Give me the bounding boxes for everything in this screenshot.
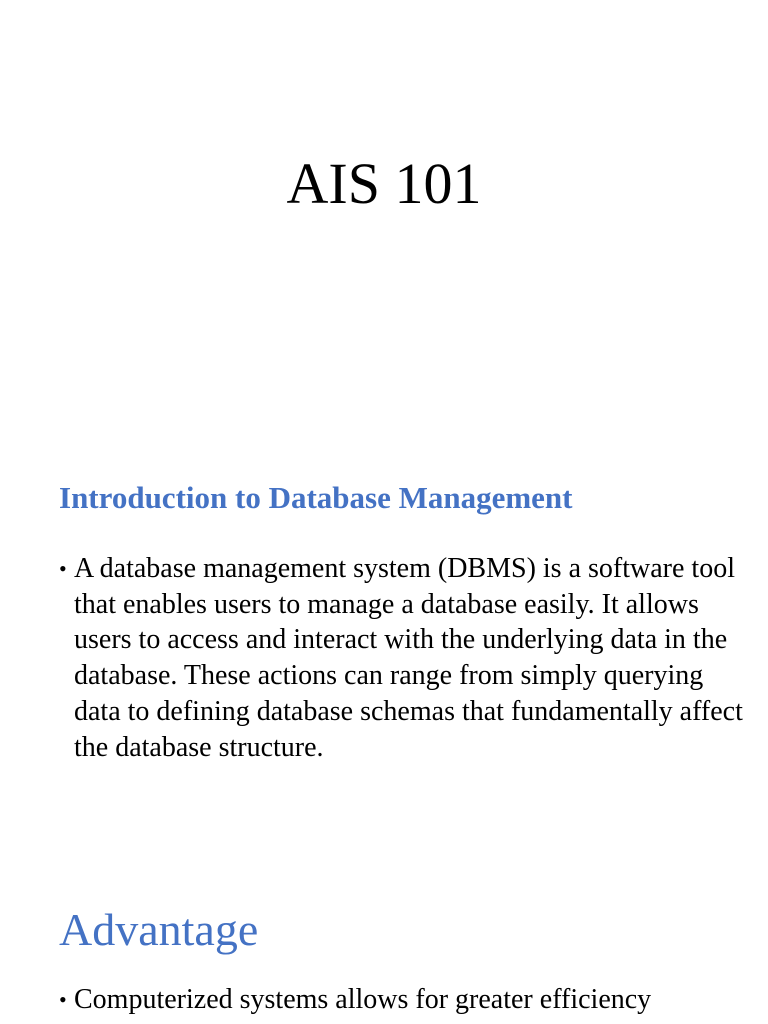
bullet-text: A database management system (DBMS) is a software tool that enables users to manage a database easily. It allows users to access and interact with the underlying data in the database. These actions can range from simply querying data to defining database schemas that fundamentally affect the database structure. (74, 553, 743, 763)
list-item (59, 982, 749, 1018)
bullet-list-intro (59, 551, 749, 765)
section-heading-intro: Introduction to Database Management (59, 480, 573, 515)
bullet-icon: • (59, 987, 67, 1012)
bullet-list-advantage (59, 982, 749, 1018)
section-heading-advantage: Advantage (59, 904, 259, 955)
bullet-text: Computerized systems allows for greater efficiency (74, 984, 652, 1015)
slide-title: AIS 101 (286, 151, 482, 216)
bullet-icon: • (59, 556, 67, 581)
list-item (59, 551, 749, 765)
